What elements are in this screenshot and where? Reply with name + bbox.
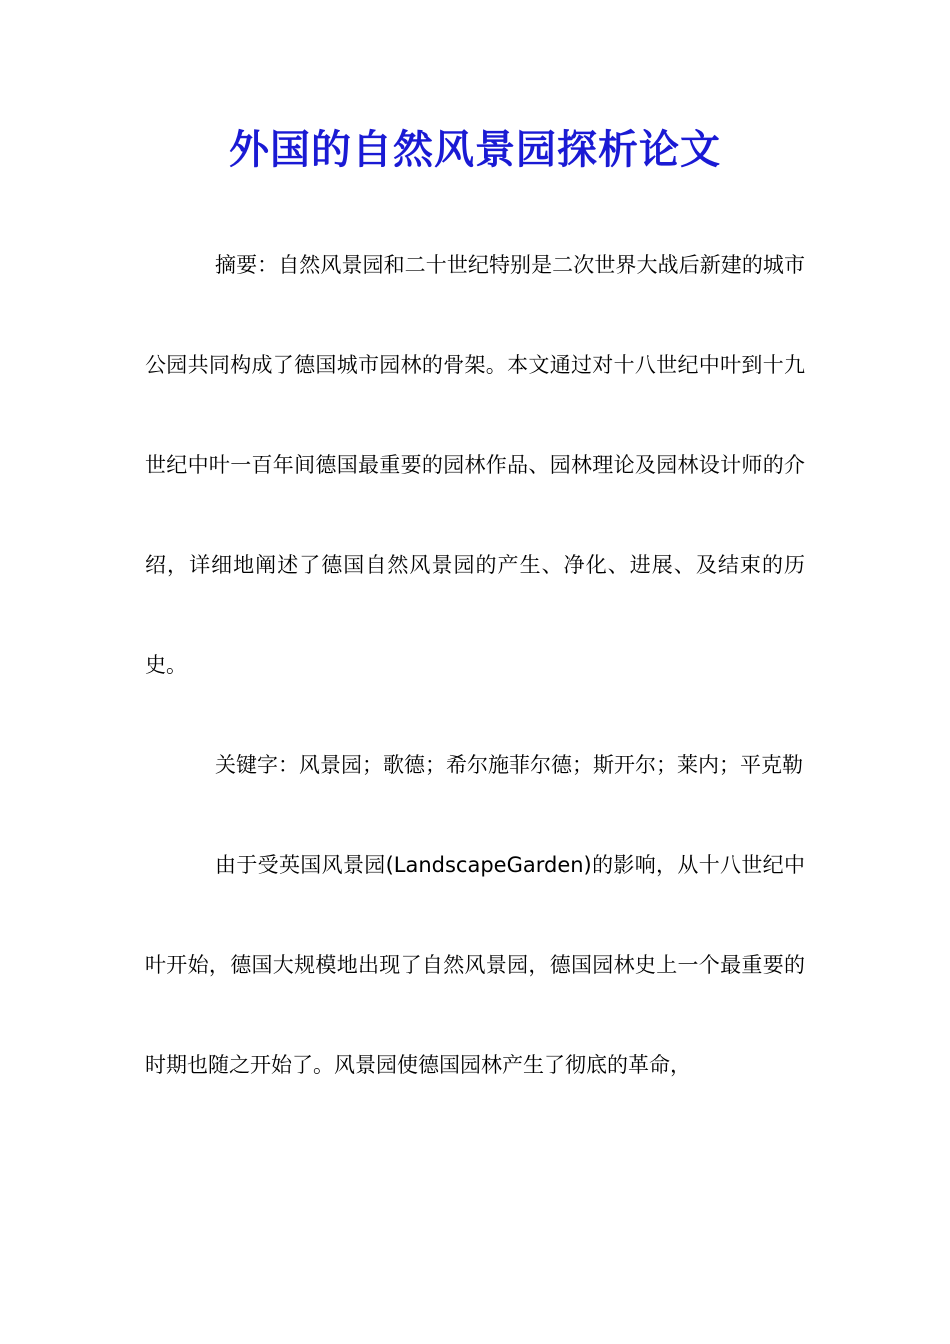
keywords-paragraph: 关键字：风景园；歌德；希尔施菲尔德；斯开尔；莱内；平克勒 (215, 753, 803, 777)
intro-paragraph: 由于受英国风景园(LandscapeGarden)的影响，从十八世纪中叶开始，德国大规模地出现了自然风景园，德国园林史上一个最重要的时期也随之开始了。风景园使德国园林产生了彻底的革命， (145, 853, 805, 1077)
document-title: 外国的自然风景园探析论文 (229, 126, 721, 173)
document-body (145, 215, 805, 1115)
abstract-paragraph: 摘要：自然风景园和二十世纪特别是二次世界大战后新建的城市公园共同构成了德国城市园林的骨架。本文通过对十八世纪中叶到十九世纪中叶一百年间德国最重要的园林作品、园林理论及园林设计师的介绍，详细地阐述了德国自然风景园的产生、净化、进展、及结束的历史。 (145, 253, 805, 677)
